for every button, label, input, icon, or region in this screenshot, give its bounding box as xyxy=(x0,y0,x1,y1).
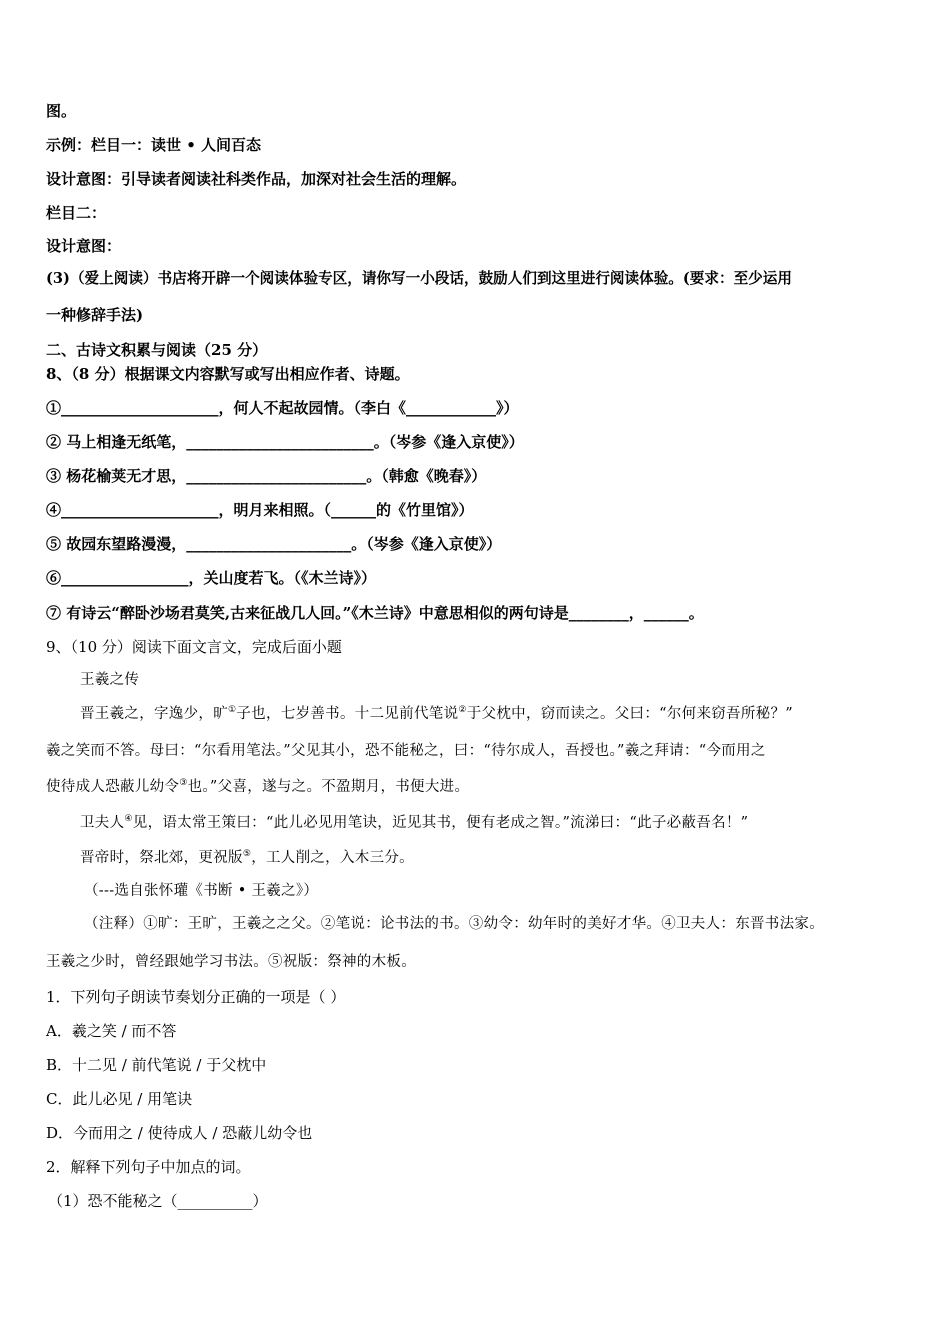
option-a: A．羲之笑 / 而不答 xyxy=(46,1022,177,1040)
option-d: D．今而用之 / 使待成人 / 恐蔽儿幼令也 xyxy=(46,1124,313,1142)
line-7: 一种修辞手法) xyxy=(46,306,144,324)
question-8-title: 8、（8 分）根据课文内容默写或写出相应作者、诗题。 xyxy=(46,365,410,383)
notes-line-2: 王羲之少时，曾经跟她学习书法。⑤祝版：祭神的木板。 xyxy=(46,954,416,970)
sub-question-1: 1．下列句子朗读节奏划分正确的一项是（ ） xyxy=(46,988,346,1006)
q8-item-5: ⑤ 故园东望路漫漫，______________________。（岑参《逢入京使》） xyxy=(46,535,502,553)
line-6: (3)（爱上阅读）书店将开辟一个阅读体验专区，请你写一小段话，鼓励人们到这里进行阅读体验。(要求：至少运用 xyxy=(46,270,792,287)
line-1: 图。 xyxy=(46,102,77,120)
q8-item-6: ⑥_________________，关山度若飞。（《木兰诗》） xyxy=(46,569,377,587)
sub-question-2-item-1: （1）恐不能秘之（__________） xyxy=(48,1192,268,1210)
option-b: B．十二见 / 前代笔说 / 于父枕中 xyxy=(46,1056,267,1074)
line-2: 示例：栏目一：读世 • 人间百态 xyxy=(46,136,262,154)
option-c: C．此儿必见 / 用笔诀 xyxy=(46,1090,193,1108)
q8-item-7: ⑦ 有诗云“醉卧沙场君莫笑,古来征战几人回。”《木兰诗》中意思相似的两句诗是________，______。 xyxy=(46,604,704,622)
passage-line-3: 使待成人恐蔽儿幼令③也。”父喜，遂与之。不盈期月，书便大进。 xyxy=(46,778,470,795)
sub-question-2: 2．解释下列句子中加点的词。 xyxy=(46,1158,251,1176)
passage-line-1: 晋王羲之，字逸少，旷①子也，七岁善书。十二见前代笔说②于父枕中，窃而读之。父曰：“尔何来窃吾所秘？” xyxy=(80,705,793,722)
line-5: 设计意图： xyxy=(46,237,122,255)
line-4: 栏目二： xyxy=(46,204,107,222)
q8-item-2: ② 马上相逢无纸笔，_________________________。（岑参《逢入京使》） xyxy=(46,433,524,451)
q8-item-1: ①_____________________，何人不起故园情。（李白《____________》） xyxy=(46,399,519,417)
passage-line-2: 羲之笑而不答。母曰：“尔看用笔法。”父见其小，恐不能秘之，曰：“待尔成人，吾授也。”羲之拜请：“今而用之 xyxy=(46,743,766,759)
passage-title: 王羲之传 xyxy=(80,672,140,688)
q8-item-4: ④_____________________，明月来相照。（______的《竹里馆》） xyxy=(46,501,474,519)
notes-line-1: （注释）①旷：王旷，王羲之之父。②笔说：论书法的书。③幼令：幼年时的美好才华。④卫夫人：东晋书法家。 xyxy=(84,916,824,932)
question-9-title: 9、（10 分）阅读下面文言文，完成后面小题 xyxy=(46,638,342,656)
line-3: 设计意图：引导读者阅读社科类作品，加深对社会生活的理解。 xyxy=(46,170,467,188)
passage-line-5: 晋帝时，祭北郊，更祝版⑤，工人削之，入木三分。 xyxy=(80,849,414,866)
section-heading: 二、古诗文积累与阅读（25 分） xyxy=(46,341,268,359)
q8-item-3: ③ 杨花榆荚无才思，________________________。（韩愈《晚春》） xyxy=(46,467,487,485)
passage-line-4: 卫夫人④见，语太常王策曰：“此儿必见用笔诀，近见其书，便有老成之智。”流涕曰：“此子必蔽吾名！” xyxy=(80,814,749,831)
passage-source: （---选自张怀瓘《书断 • 王羲之》） xyxy=(84,883,319,899)
